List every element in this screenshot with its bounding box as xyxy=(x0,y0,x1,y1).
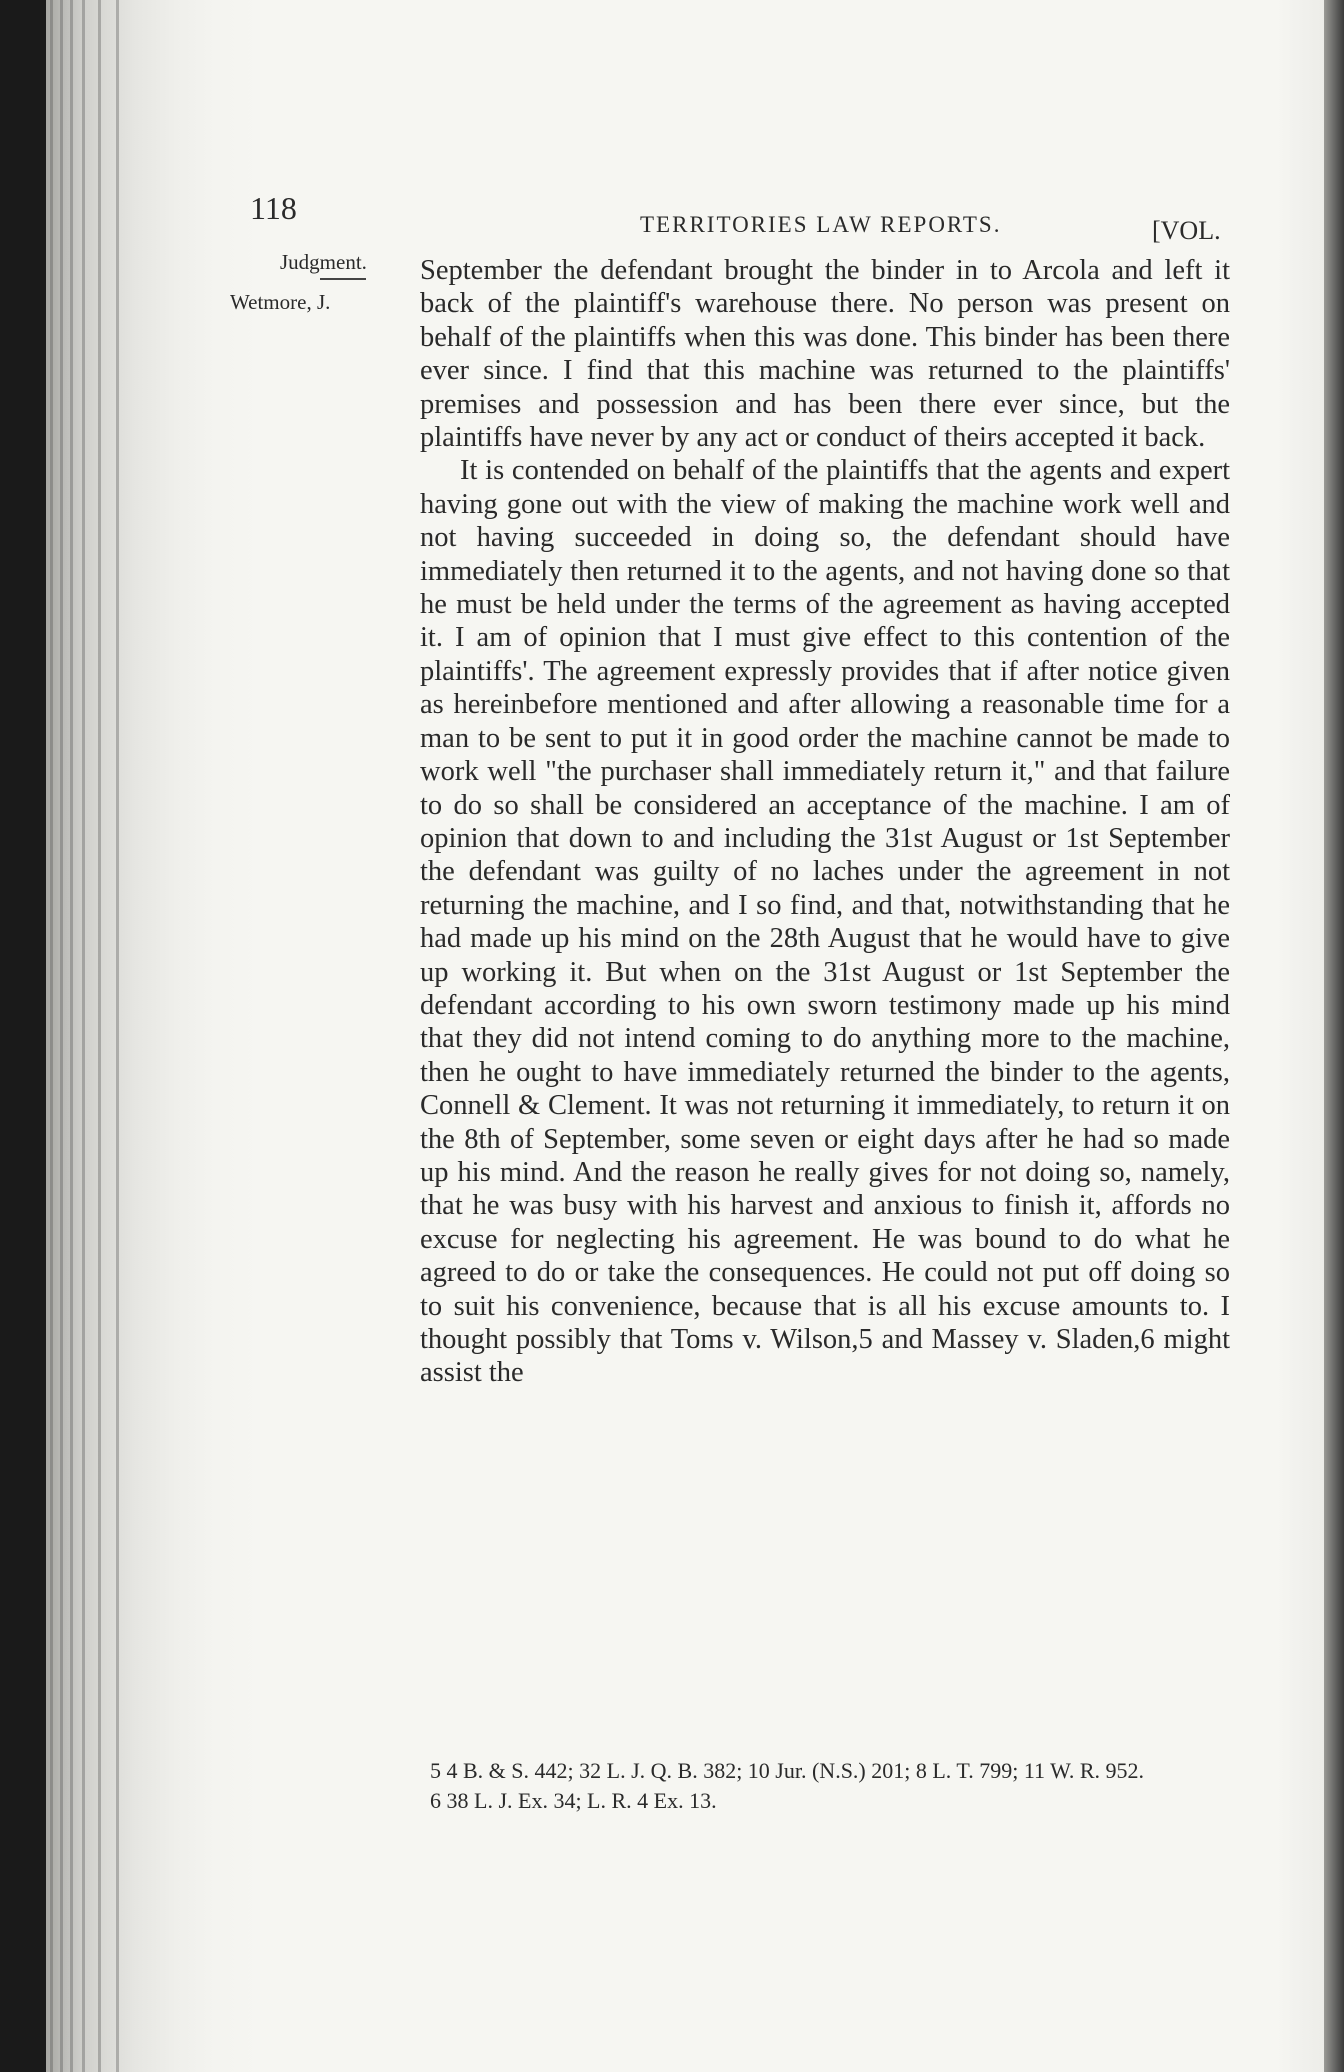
margin-note-judge: Wetmore, J. xyxy=(230,290,331,314)
paragraph: September the defendant brought the binder in to Arcola and left it back of the plaintiff's warehouse there. No person was present on behalf of the plaintiffs when this was done. This binder has been there ever since. I find that this machine was returned to the plaintiffs' premises and possession and has been there ever since, but the plaintiffs have never by any act or conduct of theirs accepted it back. xyxy=(420,255,1230,454)
footnote: 5 4 B. & S. 442; 32 L. J. Q. B. 382; 10 Jur. (N.S.) 201; 8 L. T. 799; 11 W. R. 952. xyxy=(430,1758,1145,1783)
paragraph: It is contended on behalf of the plaintiffs that the agents and expert having gone out with the view of making the machine work well and not having succeeded in doing so, the defendant should have immediately then returned it to the agents, and not having done so that he must be held under the terms of the agreement as having accepted it. I am of opinion that I must give effect to this contention of the plaintiffs'. The agreement expressly provides that if after notice given as hereinbefore mentioned and after allowing a reasonable time for a man to be sent to put it in good order the machine cannot be made to work well "the purchaser shall immediately return it," and that failure to do so shall be considered an acceptance of the machine. I am of opinion that down to and including the 31st August or 1st September the defendant was guilty of no laches under the agreement in not returning the machine, and I so find, and that, notwithstanding that he had made up his mind on the 28th August that he would have to give up working it. But when on the 31st August or 1st September the defendant according to his own sworn testimony made up his mind that they did not intend coming to do anything more to the machine, then he ought to have immediately returned the binder to the agents, Connell & Clement. It was not returning it immediately, to return it on the 8th of September, some seven or eight days after he had so made up his mind. And the reason he really gives for not doing so, namely, that he was busy with his harvest and anxious to finish it, affords no excuse for neglecting his agreement. He was bound to do what he agreed to do or take the consequences. He could not put off doing so to suit his convenience, because that is all his excuse amounts to. I thought possibly that Toms v. Wilson,5 and Massey v. Sladen,6 might assist the xyxy=(420,455,1230,1389)
body-text xyxy=(420,254,1230,1390)
running-title: TERRITORIES LAW REPORTS. xyxy=(640,212,1002,237)
page-number: 118 xyxy=(250,190,297,226)
margin-note-section: Judgment. xyxy=(280,250,367,274)
book-edge-shadow xyxy=(1324,0,1344,2072)
page-header xyxy=(250,180,1230,250)
volume-mark: [VOL. xyxy=(1152,216,1221,245)
book-page xyxy=(230,180,1230,1813)
footnote: 6 38 L. J. Ex. 34; L. R. 4 Ex. 13. xyxy=(430,1788,717,1813)
margin-divider xyxy=(320,278,366,280)
footnotes xyxy=(370,1758,1230,1814)
